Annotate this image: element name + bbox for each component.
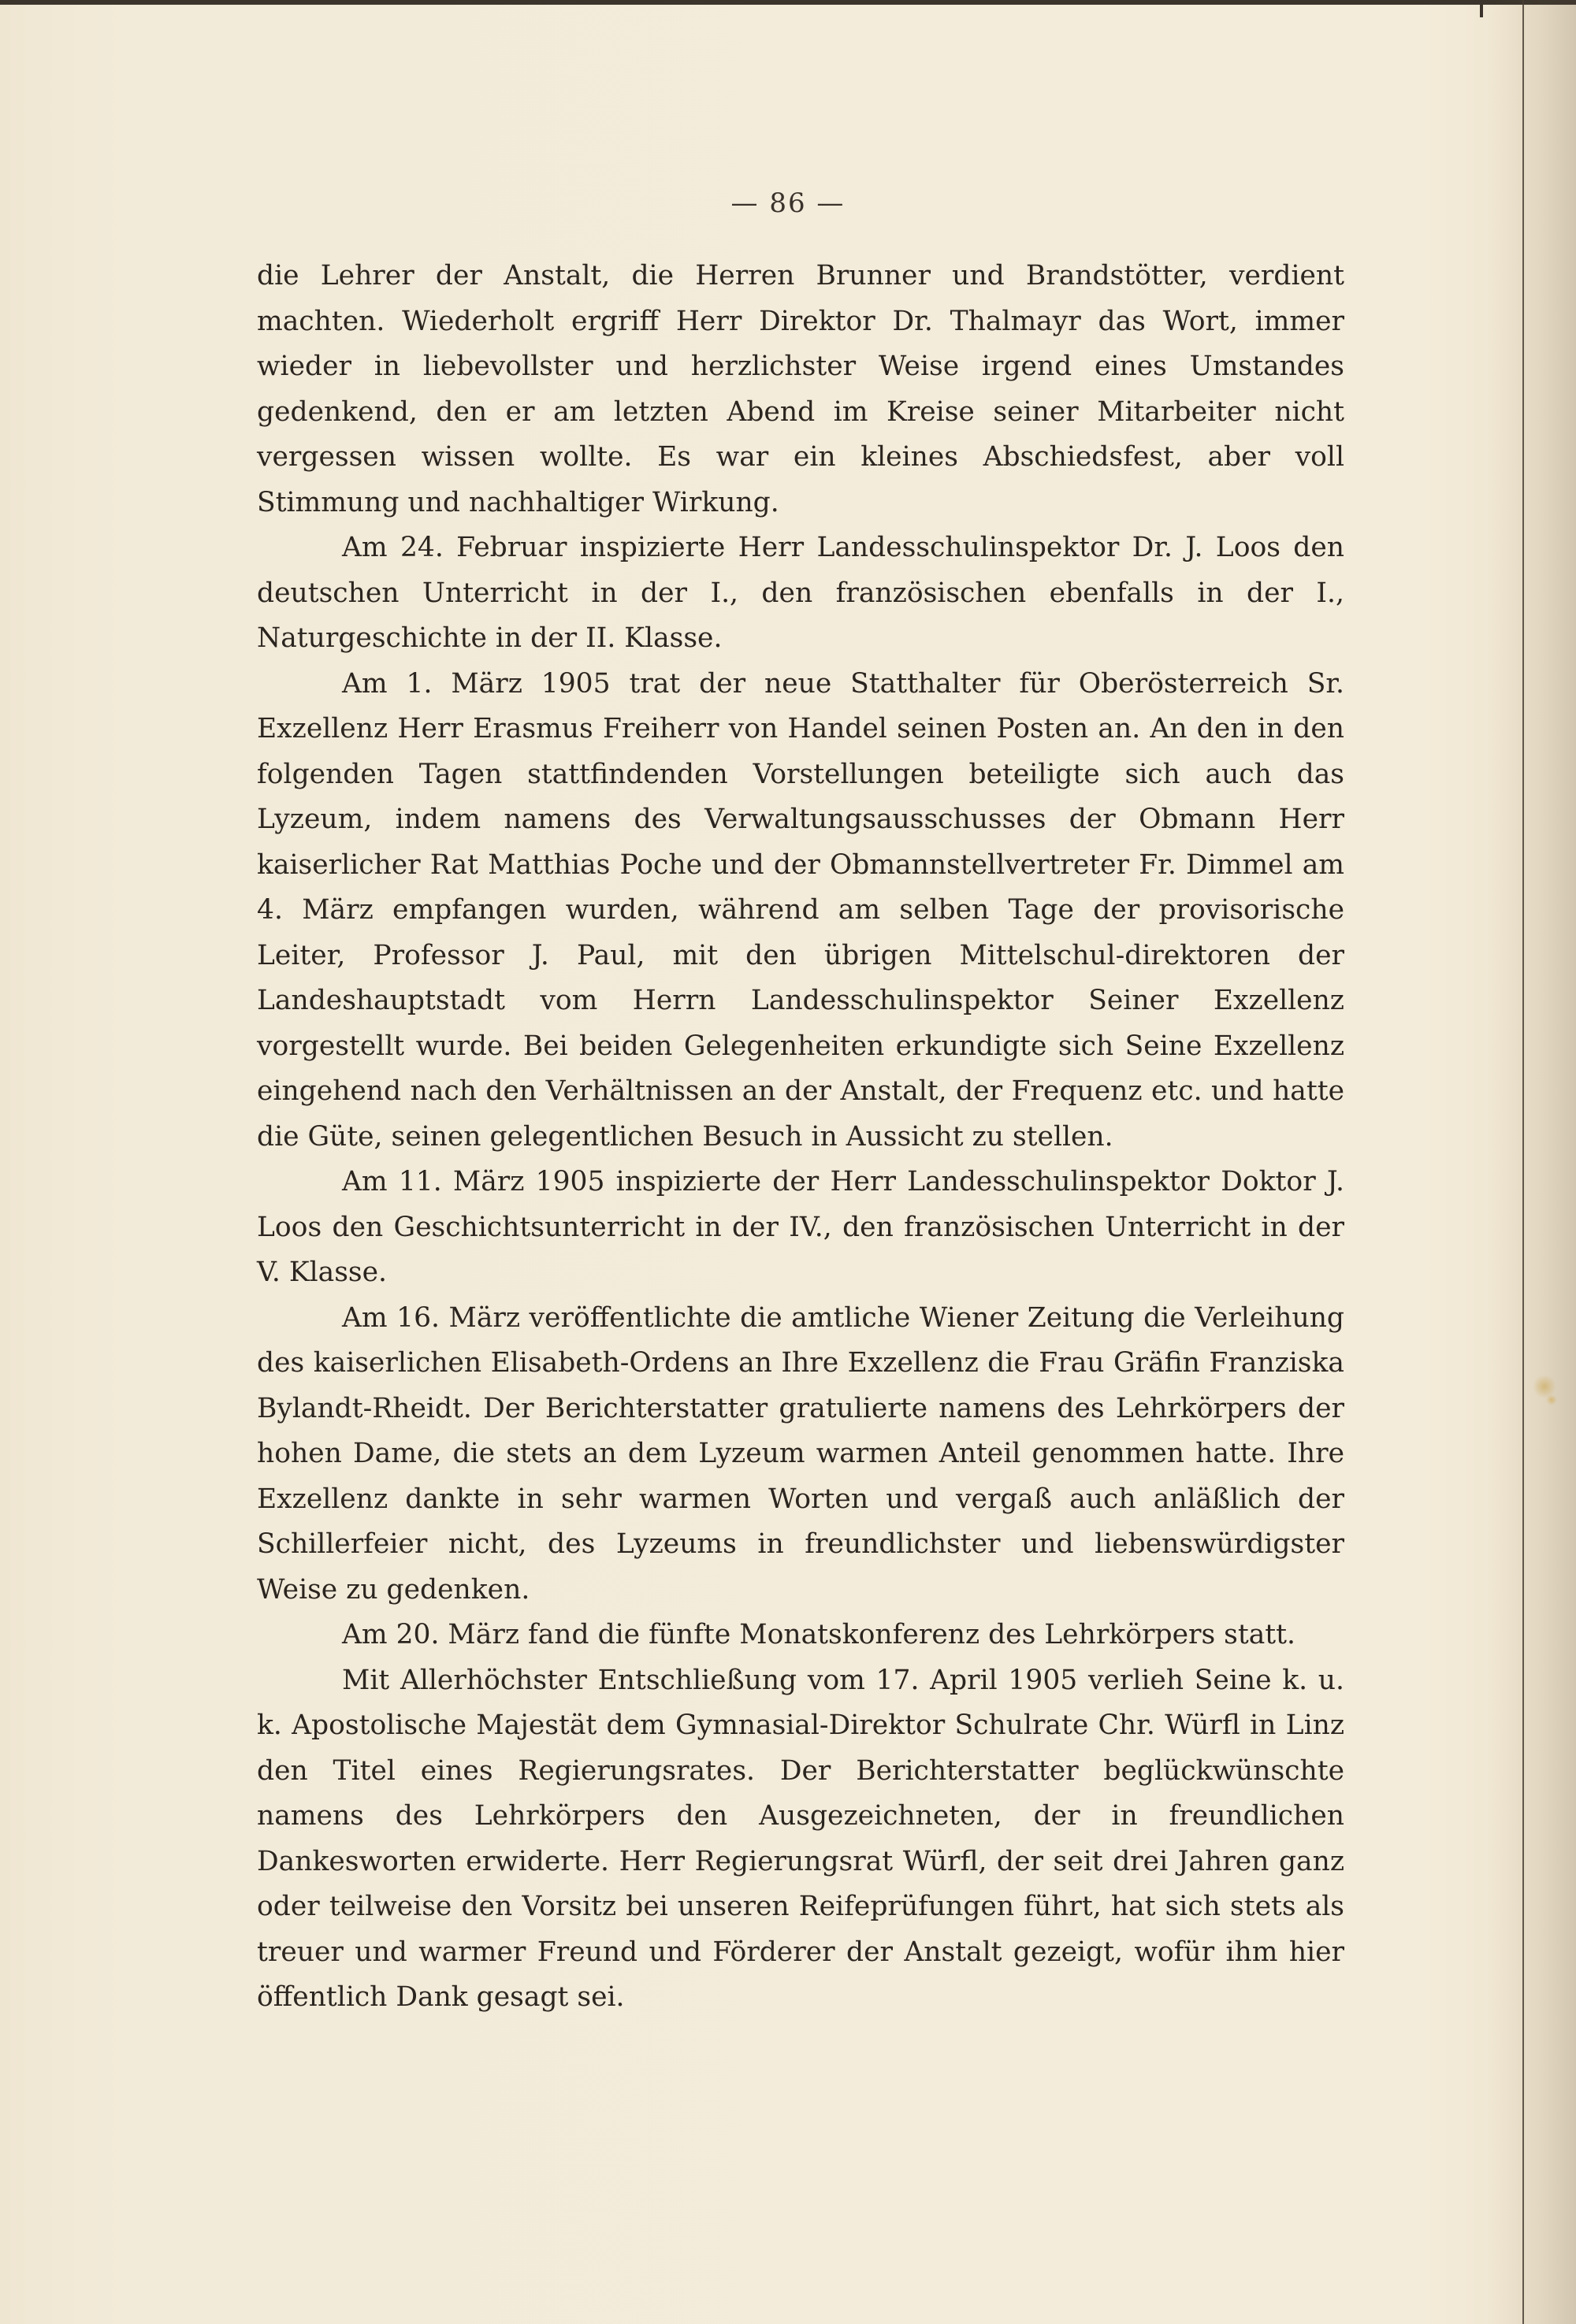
page-fold-line xyxy=(1522,0,1524,2324)
paragraph: Am 24. Februar inspizierte Herr Landesschulinspektor Dr. J. Loos den deutschen Unterricht in der I., den französischen ebenfalls in der I., Naturgeschichte in der II. Klasse. xyxy=(257,532,1344,654)
top-border-line xyxy=(0,0,1576,5)
paragraph: Am 16. März veröffentlichte die amtliche Wiener Zeitung die Verleihung des kaiserlichen Elisabeth-Ordens an Ihre Exzellenz die Frau Gräfin Franziska Bylandt-Rheidt. Der Berichterstatter gratulierte namens des Lehrkörpers der hohen Dame, die stets an dem Lyzeum warmen Anteil genommen hatte. Ihre Exzellenz dankte in sehr warmen Worten und vergaß auch anläßlich der Schillerfeier nicht, des Lyzeums in freundlichster und liebenswürdigster Weise zu gedenken. xyxy=(257,1301,1344,1606)
top-corner-mark xyxy=(1480,0,1483,17)
page-edge-shadow xyxy=(1489,0,1576,2324)
paragraph: Mit Allerhöchster Entschließung vom 17. April 1905 verlieh Seine k. u. k. Apostolische Majestät dem Gymnasial-Direktor Schulrate Chr. Würfl in Linz den Titel eines Regierungsrates. Der Berichterstatter beglückwünschte namens des Lehrkörpers den Ausgezeichneten, der in freundlichen Dankesworten erwiderte. Herr Regierungsrat Würfl, der seit drei Jahren ganz oder teilweise den Vorsitz bei unseren Reifeprüfungen führt, hat sich stets als treuer und warmer Freund und Förderer der Anstalt gezeigt, wofür ihm hier öffentlich Dank gesagt sei. xyxy=(257,1664,1344,2013)
paragraph: Am 11. März 1905 inspizierte der Herr Landesschulinspektor Doktor J. Loos den Geschichtsunterricht in der IV., den französischen Unterricht in der V. Klasse. xyxy=(257,1166,1344,1288)
paragraph: Am 1. März 1905 trat der neue Statthalter für Oberösterreich Sr. Exzellenz Herr Erasmus Freiherr von Handel seinen Posten an. An den in den folgenden Tagen stattfindenden Vorstellungen beteiligte sich auch das Lyzeum, indem namens des Verwaltungsausschusses der Obmann Herr kaiserlicher Rat Matthias Poche und der Obmannstellvertreter Fr. Dimmel am 4. März empfangen wurden, während am selben Tage der provisorische Leiter, Professor J. Paul, mit den übrigen Mittelschul-direktoren der Landeshauptstadt vom Herrn Landesschulinspektor Seiner Exzellenz vorgestellt wurde. Bei beiden Gelegenheiten erkundigte sich Seine Exzellenz eingehend nach den Verhältnissen an der Anstalt, der Frequenz etc. und hatte die Güte, seinen gelegentlichen Besuch in Aussicht zu stellen. xyxy=(257,667,1344,1153)
body-text xyxy=(257,254,1344,2021)
paragraph: die Lehrer der Anstalt, die Herren Brunner und Brandstötter, verdient machten. Wiederholt ergriff Herr Direktor Dr. Thalmayr das Wort, immer wieder in liebevollster und herzlichster Weise irgend eines Umstandes gedenkend, den er am letzten Abend im Kreise seiner Mitarbeiter nicht vergessen wissen wollte. Es war ein kleines Abschiedsfest, aber voll Stimmung und nachhaltiger Wirkung. xyxy=(257,260,1344,518)
paragraph: Am 20. März fand die fünfte Monatskonferenz des Lehrkörpers statt. xyxy=(342,1619,1295,1650)
paper-stain xyxy=(1546,1394,1557,1405)
page-number: — 86 — xyxy=(730,187,846,219)
